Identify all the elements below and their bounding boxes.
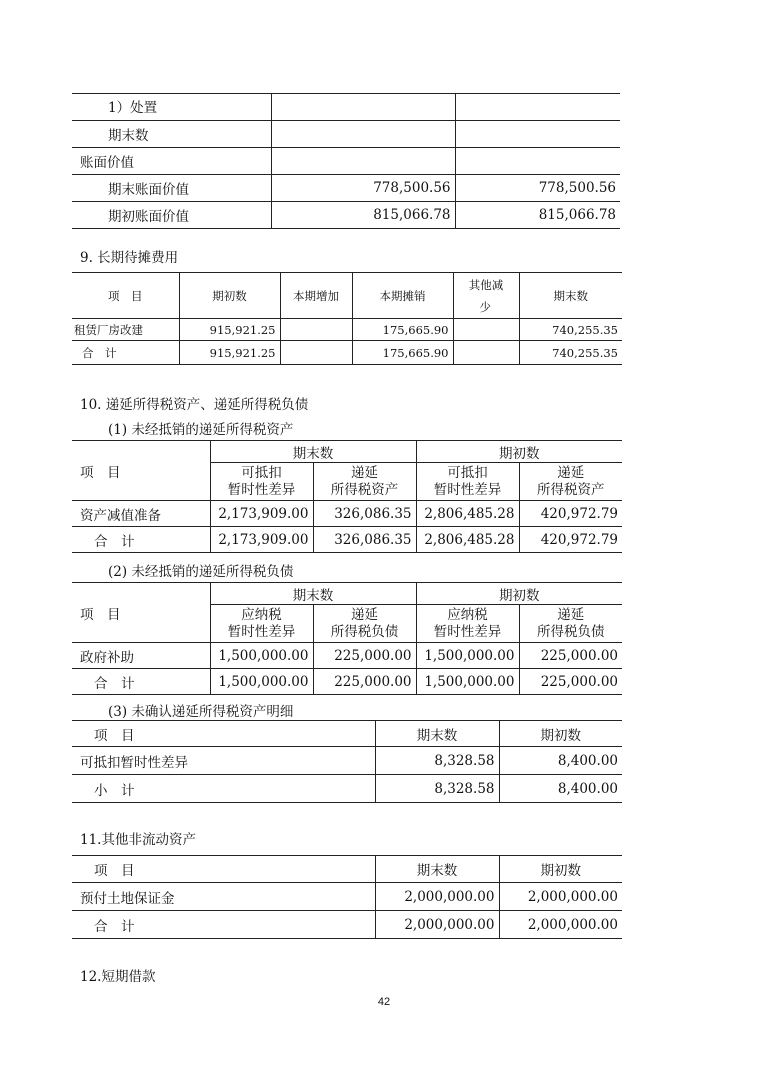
subheader-line2: 所得税负债 xyxy=(537,623,605,640)
cell-value: 326,086.35 xyxy=(313,501,416,527)
row-label: 合 计 xyxy=(72,669,210,695)
fixed-asset-table xyxy=(72,93,620,229)
cell-value: 175,665.90 xyxy=(352,319,453,341)
subheader-line1: 递延 xyxy=(557,464,585,481)
cell-value xyxy=(455,120,620,147)
header-end: 期末数 xyxy=(375,721,499,747)
subheader-line1: 可抵扣 xyxy=(447,464,488,481)
cell-value: 8,328.58 xyxy=(375,775,499,803)
subheader-line1: 应纳税 xyxy=(447,606,488,623)
subheader-line2: 所得税资产 xyxy=(330,481,399,498)
cell-value xyxy=(453,341,519,365)
row-label: 预付土地保证金 xyxy=(72,883,375,911)
cell-value: 2,000,000.00 xyxy=(375,883,499,911)
cell-value xyxy=(280,319,352,341)
row-label: 期末数 xyxy=(72,120,271,147)
subheader xyxy=(519,605,622,643)
row-label: 资产减值准备 xyxy=(72,501,210,527)
header-begin: 期初数 xyxy=(179,273,280,319)
header-increase: 本期增加 xyxy=(280,273,352,319)
subheader-line2: 暂时性差异 xyxy=(227,623,296,640)
subheader-line1: 递延 xyxy=(557,606,585,623)
subheader xyxy=(313,605,416,643)
cell-value: 225,000.00 xyxy=(540,673,618,690)
long-term-prepaid-table xyxy=(72,272,622,365)
cell-value: 915,921.25 xyxy=(179,319,280,341)
cell-value: 2,000,000.00 xyxy=(527,916,618,933)
header-item: 项 目 xyxy=(72,856,375,883)
header-other-decrease-line2: 少 xyxy=(479,299,491,314)
header-end: 期末数 xyxy=(210,583,416,605)
header-item: 项 目 xyxy=(72,721,375,747)
cell-value: 778,500.56 xyxy=(271,174,455,201)
cell-value xyxy=(455,147,620,174)
unrecognized-dta-table xyxy=(72,720,622,803)
header-end: 期末数 xyxy=(553,288,588,303)
subheader xyxy=(519,463,622,501)
row-label: 合 计 xyxy=(72,527,210,553)
cell-value: 326,086.35 xyxy=(313,527,416,553)
cell-value: 225,000.00 xyxy=(540,647,618,664)
header-begin: 期初数 xyxy=(416,583,622,605)
cell-value: 225,000.00 xyxy=(313,643,416,669)
cell-value: 2,000,000.00 xyxy=(375,911,499,939)
subheader-line1: 可抵扣 xyxy=(241,464,282,481)
cell-value: 1,500,000.00 xyxy=(210,669,313,695)
cell-value: 815,066.78 xyxy=(271,201,455,228)
page-number: 42 xyxy=(377,996,391,1008)
row-label: 租赁厂房改建 xyxy=(72,319,179,341)
deferred-tax-asset-table xyxy=(72,440,622,553)
subsection-3-title: (3) 未确认递延所得税资产明细 xyxy=(108,704,294,720)
header-end: 期末数 xyxy=(210,441,416,463)
subheader-line2: 所得税资产 xyxy=(537,481,605,498)
deferred-tax-liability-table xyxy=(72,582,622,695)
cell-value xyxy=(271,93,455,120)
cell-value: 740,255.35 xyxy=(552,345,618,360)
cell-value: 915,921.25 xyxy=(179,341,280,365)
row-label: 期末账面价值 xyxy=(72,174,271,201)
cell-value: 8,400.00 xyxy=(557,780,618,797)
cell-value: 2,806,485.28 xyxy=(416,501,519,527)
other-noncurrent-assets-table xyxy=(72,855,622,939)
subsection-2-title: (2) 未经抵销的递延所得税负债 xyxy=(108,564,294,580)
subheader-line2: 暂时性差异 xyxy=(433,623,502,640)
subheader-line1: 递延 xyxy=(351,606,378,623)
row-label: 可抵扣暂时性差异 xyxy=(72,747,375,775)
header-end: 期末数 xyxy=(375,856,499,883)
cell-value xyxy=(280,341,352,365)
subheader xyxy=(416,463,519,501)
row-label: 政府补助 xyxy=(72,643,210,669)
header-amortize: 本期摊销 xyxy=(352,273,453,319)
cell-value: 2,000,000.00 xyxy=(527,888,618,905)
header-begin: 期初数 xyxy=(540,863,581,879)
subheader-line2: 暂时性差异 xyxy=(227,481,296,498)
cell-value: 420,972.79 xyxy=(540,531,618,548)
cell-value: 1,500,000.00 xyxy=(416,669,519,695)
section-11-title: 11.其他非流动资产 xyxy=(80,832,196,848)
cell-value: 420,972.79 xyxy=(540,505,618,522)
subheader-line1: 应纳税 xyxy=(241,606,282,623)
cell-value xyxy=(455,93,620,120)
header-item: 项 目 xyxy=(72,273,179,319)
cell-value: 740,255.35 xyxy=(552,322,618,337)
cell-value: 2,173,909.00 xyxy=(210,501,313,527)
subheader-line2: 所得税负债 xyxy=(330,623,399,640)
cell-value: 8,328.58 xyxy=(375,747,499,775)
cell-value xyxy=(453,319,519,341)
section-10-title: 10. 递延所得税资产、递延所得税负债 xyxy=(80,397,309,413)
subheader xyxy=(416,605,519,643)
header-other-decrease xyxy=(453,273,519,319)
subheader xyxy=(313,463,416,501)
cell-value: 778,500.56 xyxy=(538,179,616,196)
cell-value: 225,000.00 xyxy=(313,669,416,695)
subheader xyxy=(210,605,313,643)
row-label: 合 计 xyxy=(72,911,375,939)
header-item: 项 目 xyxy=(72,441,210,501)
row-label: 1）处置 xyxy=(72,93,271,120)
subheader-line1: 递延 xyxy=(351,464,378,481)
header-begin: 期初数 xyxy=(540,727,581,744)
cell-value: 1,500,000.00 xyxy=(210,643,313,669)
row-label: 账面价值 xyxy=(72,147,271,174)
cell-value: 175,665.90 xyxy=(352,341,453,365)
header-other-decrease-line1: 其他减 xyxy=(468,277,504,292)
row-label: 合 计 xyxy=(72,341,179,365)
row-label: 小 计 xyxy=(72,775,375,803)
cell-value: 815,066.78 xyxy=(538,206,616,223)
cell-value: 2,173,909.00 xyxy=(210,527,313,553)
header-item: 项 目 xyxy=(72,583,210,643)
subsection-1-title: (1) 未经抵销的递延所得税资产 xyxy=(108,422,294,438)
cell-value: 2,806,485.28 xyxy=(416,527,519,553)
section-12-title: 12.短期借款 xyxy=(80,969,156,985)
section-9-title: 9. 长期待摊费用 xyxy=(80,250,179,266)
cell-value: 1,500,000.00 xyxy=(416,643,519,669)
cell-value: 8,400.00 xyxy=(557,752,618,769)
header-begin: 期初数 xyxy=(416,441,622,463)
cell-value xyxy=(271,147,455,174)
row-label: 期初账面价值 xyxy=(72,201,271,228)
cell-value xyxy=(271,120,455,147)
subheader-line2: 暂时性差异 xyxy=(433,481,502,498)
subheader xyxy=(210,463,313,501)
